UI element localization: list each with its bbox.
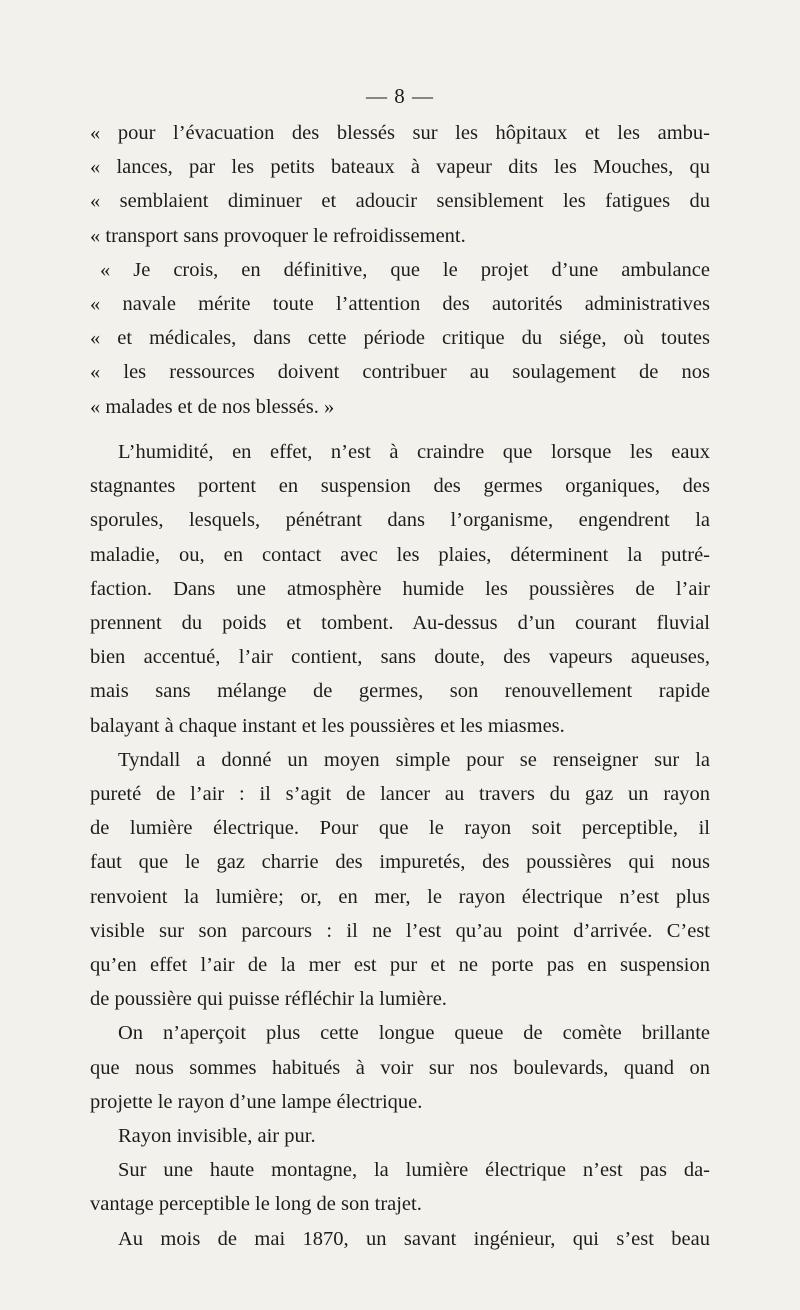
body-line: maladie, ou, en contact avec les plaies, déterminent la putré- <box>90 543 710 566</box>
body-line: Sur une haute montagne, la lumière électrique n’est pas da- <box>118 1159 710 1182</box>
body-line: de lumière électrique. Pour que le rayon soit perceptible, il <box>90 817 710 840</box>
body-line: Rayon invisible, air pur. <box>118 1125 316 1148</box>
body-line: prennent du poids et tombent. Au-dessus d’un courant fluvial <box>90 612 710 635</box>
quote-line: « Je crois, en définitive, que le projet d’une ambulance <box>100 258 710 281</box>
body-line: L’humidité, en effet, n’est à craindre que lorsque les eaux <box>118 441 710 463</box>
body-line: faut que le gaz charrie des impuretés, des poussières qui nous <box>90 851 710 874</box>
body-line: faction. Dans une atmosphère humide les poussières de l’air <box>90 577 710 600</box>
quote-line: « transport sans provoquer le refroidissement. <box>90 224 466 247</box>
body-line: sporules, lesquels, pénétrant dans l’organisme, engendrent la <box>90 509 710 532</box>
quote-line: « malades et de nos blessés. » <box>90 395 335 418</box>
body-line: Tyndall a donné un moyen simple pour se renseigner sur la <box>118 748 710 771</box>
body-line: que nous sommes habitués à voir sur nos boulevards, quand on <box>90 1056 710 1079</box>
quote-line: « les ressources doivent contribuer au soulagement de nos <box>90 361 710 384</box>
page-number: — 8 — <box>366 84 434 108</box>
quotation-block <box>90 116 710 424</box>
body-text-block <box>90 435 710 1256</box>
body-line: mais sans mélange de germes, son renouvellement rapide <box>90 680 710 703</box>
body-line: pureté de l’air : il s’agit de lancer au travers du gaz un rayon <box>90 783 710 806</box>
quote-line: « lances, par les petits bateaux à vapeur dits les Mouches, qu <box>90 156 710 179</box>
body-line: qu’en effet l’air de la mer est pur et ne porte pas en suspension <box>90 954 710 977</box>
body-line: bien accentué, l’air contient, sans doute, des vapeurs aqueuses, <box>90 646 710 669</box>
quote-line: « pour l’évacuation des blessés sur les hôpitaux et les ambu- <box>90 122 710 144</box>
body-line: de poussière qui puisse réfléchir la lumière. <box>90 988 447 1011</box>
body-line: projette le rayon d’une lampe électrique. <box>90 1090 423 1113</box>
body-line: balayant à chaque instant et les poussières et les miasmes. <box>90 714 565 737</box>
quote-line: « semblaient diminuer et adoucir sensiblement les fatigues du <box>90 190 710 213</box>
body-line: visible sur son parcours : il ne l’est qu’au point d’arrivée. C’est <box>90 919 710 942</box>
body-line: stagnantes portent en suspension des germes organiques, des <box>90 475 710 498</box>
body-line: Au mois de mai 1870, un savant ingénieur, qui s’est beau <box>118 1227 710 1250</box>
body-line: On n’aperçoit plus cette longue queue de comète brillante <box>118 1022 710 1045</box>
body-line: renvoient la lumière; or, en mer, le rayon électrique n’est plus <box>90 885 710 908</box>
body-line: vantage perceptible le long de son trajet. <box>90 1193 422 1216</box>
quote-line: « navale mérite toute l’attention des autorités administratives <box>90 293 710 316</box>
quote-line: « et médicales, dans cette période critique du siége, où toutes <box>90 327 710 350</box>
